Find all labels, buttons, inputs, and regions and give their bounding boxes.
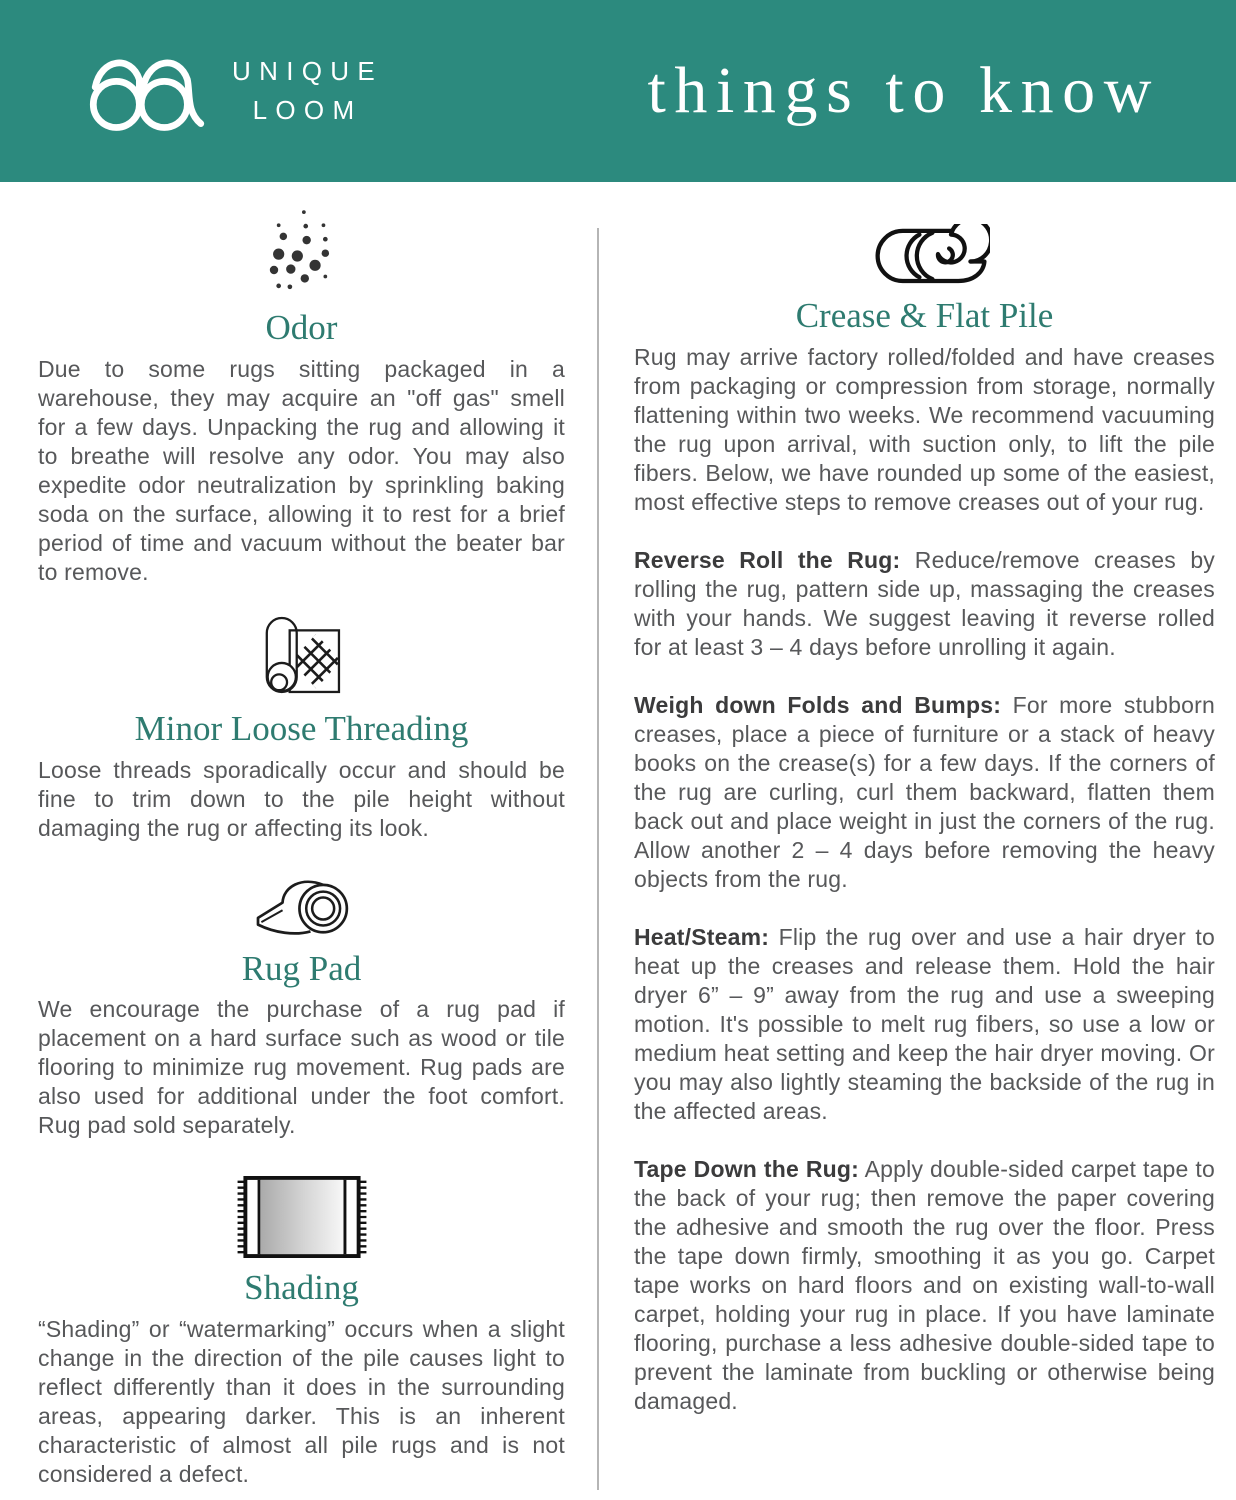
tip-heat-steam-label: Heat/Steam: bbox=[634, 923, 770, 950]
column-divider bbox=[597, 228, 599, 1490]
tip-reverse-roll-label: Reverse Roll the Rug: bbox=[634, 546, 901, 573]
tip-heat-steam bbox=[634, 923, 1215, 1126]
rolled-rug-side-icon bbox=[634, 224, 1215, 286]
tip-heat-steam-text: Flip the rug over and use a hair dryer to heat up the creases and release them. Hold the hair dryer 6” – 9” away from the rug and use a sweeping motion. It's possible to melt rug fibers, so use a low or medium heat setting and keep the hair dryer moving. Or you may also lightly steaming the backside of the rug in the affected areas. bbox=[634, 923, 1216, 1124]
brand-block bbox=[84, 43, 383, 139]
crease-intro-paragraph: Rug may arrive factory rolled/folded and have creases from packaging or compression from storage, normally flattening within two weeks. We recommend vacuuming the rug upon arrival, with suction only, to lift the pile fibers. Below, we have rounded up some of the easiest, most effective steps to remove creases out of your rug. bbox=[634, 343, 1215, 515]
shading-paragraph: “Shading” or “watermarking” occurs when a slight change in the direction of the pile causes light to reflect differently than it does in the surrounding areas, appearing darker. This is an inherent characteristic of almost all pile rugs and is not considered a defect. bbox=[38, 1316, 565, 1487]
section-rug-pad bbox=[38, 873, 565, 1141]
unique-loom-logo-icon bbox=[84, 43, 212, 139]
left-column bbox=[38, 182, 565, 1489]
section-loose-threading bbox=[38, 611, 565, 843]
tip-weigh-down-text: For more stubborn creases, place a piece of furniture or a stack of heavy books on the crease(s) for a few days. If the corners of the rug are curling, curl them backward, flatten them back out and place weight in just the corners of the rug. Allow another 2 – 4 days before removing the heavy objects from the rug. bbox=[634, 691, 1215, 892]
page-title: things to know bbox=[647, 54, 1160, 127]
rug-pad-roll-icon bbox=[38, 873, 565, 939]
section-shading bbox=[38, 1176, 565, 1489]
right-column bbox=[634, 182, 1215, 1416]
tip-reverse-roll-text: Reduce/remove creases by rolling the rug, pattern side up, massaging the creases with your hands. We suggest leaving it reverse rolled for at least 3 – 4 days before unrolling it again. bbox=[634, 546, 1216, 660]
tip-reverse-roll bbox=[634, 546, 1215, 662]
odor-dots-icon bbox=[38, 200, 565, 298]
brand-wordmark bbox=[232, 52, 383, 130]
tip-weigh-down bbox=[634, 691, 1215, 894]
section-odor bbox=[38, 200, 565, 587]
content-columns bbox=[0, 182, 1236, 1490]
tip-tape-down-label: Tape Down the Rug: bbox=[634, 1155, 860, 1182]
loose-threading-heading: Minor Loose Threading bbox=[134, 708, 469, 748]
brand-line1: UNIQUE bbox=[232, 56, 384, 86]
rolled-sheet-crosshatch-icon bbox=[38, 611, 565, 699]
brand-line2: LOOM bbox=[252, 95, 363, 125]
tip-tape-down-text: Apply double-sided carpet tape to the back of your rug; then remove the paper covering the adhesive and smooth the rug over the floor. Press the tape down firmly, smoothing it as you go. Carpet tape works on hard floors and on existing wall-to-wall carpet, holding your rug in place. If you have laminate flooring, purchase a less adhesive double-sided tape to prevent the laminate from buckling or otherwise being damaged. bbox=[634, 1155, 1215, 1414]
tip-tape-down bbox=[634, 1155, 1215, 1416]
banner bbox=[0, 0, 1236, 182]
rug-pad-paragraph: We encourage the purchase of a rug pad if placement on a hard surface such as wood or tile flooring to minimize rug movement. Rug pads are also used for additional under the foot comfort. Rug pad sold separately. bbox=[38, 996, 565, 1139]
odor-heading: Odor bbox=[265, 308, 338, 347]
fringed-rug-icon bbox=[38, 1176, 565, 1258]
loose-threading-paragraph: Loose threads sporadically occur and should be fine to trim down to the pile height without damaging the rug or affecting its look. bbox=[38, 756, 565, 841]
section-crease-flat-pile bbox=[634, 224, 1215, 1416]
tip-weigh-down-label: Weigh down Folds and Bumps: bbox=[634, 691, 1002, 718]
rug-pad-heading: Rug Pad bbox=[241, 948, 362, 988]
odor-paragraph: Due to some rugs sitting packaged in a warehouse, they may acquire an "off gas" smell for a few days. Unpacking the rug and allowing it to breathe will resolve any odor. You may also expedite odor neutralization by sprinkling baking soda on the surface, allowing it to rest for a brief period of time and vacuum without the beater bar to remove. bbox=[38, 355, 565, 585]
shading-heading: Shading bbox=[244, 1268, 359, 1308]
crease-flat-pile-heading: Crease & Flat Pile bbox=[795, 296, 1054, 335]
